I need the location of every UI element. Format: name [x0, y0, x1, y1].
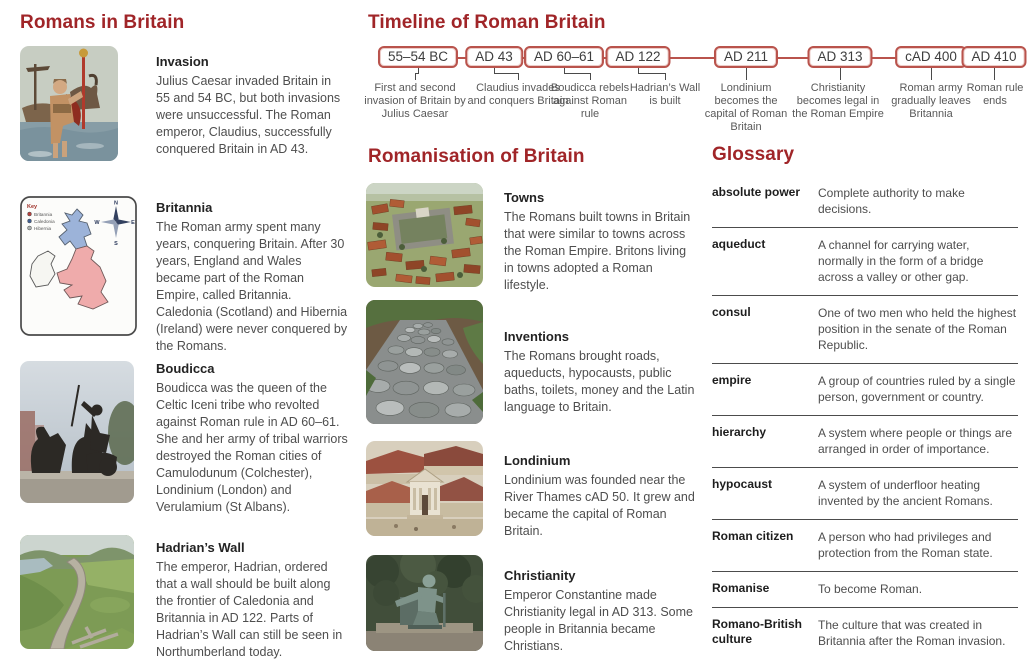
section-text [156, 196, 348, 355]
page-title: Romans in Britain [20, 12, 185, 33]
section-image-cell [366, 183, 504, 294]
section-body: The Roman army spent many years, conquering Britain. After 30 years, England and Wales became part of the Roman Empire, called Britannia. Caledonia (Scotland) and Hibernia (Ireland) were never conquered by the Romans. [156, 220, 348, 353]
content-section [20, 361, 348, 516]
section-image-cell [20, 46, 156, 161]
glossary-row [712, 363, 1018, 415]
content-section [366, 300, 698, 424]
content-section [20, 535, 348, 661]
content-section [366, 183, 698, 294]
section-image-cell [366, 300, 504, 424]
boudicca-image [20, 361, 134, 503]
romanisation-title: Romanisation of Britain [368, 146, 585, 167]
content-section [366, 441, 698, 540]
section-title: Towns [504, 190, 545, 205]
section-text [156, 535, 348, 661]
glossary-term: hypocaust [712, 477, 773, 491]
glossary-term: consul [712, 305, 751, 319]
section-title: Invasion [156, 54, 209, 69]
glossary-table [712, 176, 1018, 659]
timeline-date-box: AD 313 [807, 46, 872, 68]
svg-text:Caledonia: Caledonia [34, 218, 55, 224]
section-title: Christianity [504, 568, 576, 583]
londinium-image [366, 441, 483, 536]
content-section [366, 555, 698, 655]
glossary-row [712, 571, 1018, 607]
section-title: Inventions [504, 329, 570, 344]
timeline-date-box: AD 60–61 [524, 46, 604, 68]
glossary-term: hierarchy [712, 425, 767, 439]
glossary-definition: A system where people or things are arranged in order of importance. [818, 426, 1013, 456]
section-image-cell [20, 535, 156, 661]
glossary-definition: A channel for carrying water, normally in the form of a bridge across a valley or other gap. [818, 238, 984, 284]
glossary-term: absolute power [712, 185, 801, 199]
glossary-definition: A person who had privileges and protection from the Roman state. [818, 530, 993, 560]
timeline-caption: Roman army gradually leaves Britannia [891, 82, 971, 120]
timeline-caption: First and second invasion of Britain by Julius Caesar [364, 82, 466, 120]
glossary-title: Glossary [712, 144, 795, 165]
section-text [156, 46, 348, 161]
section-text [504, 183, 698, 294]
timeline-connector [994, 68, 995, 80]
section-body: Boudicca was the queen of the Celtic Iceni tribe who revolted against Roman rule in AD 60–61. She and her army of tribal warriors destroyed the Roman cities of Camulodunum (Colchester), Londinium (London) and Verulamium (St Albans). [156, 381, 348, 514]
timeline-caption: Claudius invades and conquers Britain [467, 82, 569, 107]
glossary-row [712, 227, 1018, 295]
svg-text:E: E [131, 220, 135, 226]
timeline-connector [931, 68, 932, 80]
content-section [20, 196, 348, 355]
timeline-title: Timeline of Roman Britain [368, 12, 606, 33]
timeline-date-box: cAD 400 [895, 46, 967, 68]
section-body: Londinium was founded near the River Thames cAD 50. It grew and became the capital of Roman Britain. [504, 473, 695, 538]
section-text [504, 441, 698, 540]
content-section [20, 46, 348, 161]
wall-image [20, 535, 134, 649]
timeline-caption: Boudicca rebels against Roman rule [550, 82, 630, 120]
timeline-connector [638, 73, 666, 74]
glossary-row [712, 519, 1018, 571]
section-text [504, 555, 698, 655]
map-image [20, 196, 137, 336]
section-text [156, 361, 348, 516]
section-image-cell [20, 361, 156, 516]
section-title: Londinium [504, 453, 571, 468]
timeline-date-box: AD 211 [714, 46, 778, 68]
glossary-row [712, 176, 1018, 227]
section-body: The emperor, Hadrian, ordered that a wall should be built along the frontier of Caledonia and Britannia in AD 122. Parts of Hadrian’s Wall can still be seen in Northumberland today. [156, 560, 343, 659]
glossary-definition: One of two men who held the highest position in the senate of the Roman Republic. [818, 306, 1017, 352]
glossary-term: aqueduct [712, 237, 766, 251]
section-title: Britannia [156, 200, 213, 215]
glossary-definition: The culture that was created in Britannia after the Roman invasion. [818, 618, 1006, 648]
timeline-connector [840, 68, 841, 80]
constantine-image [366, 555, 483, 651]
timeline-connector [415, 73, 416, 80]
road-image [366, 300, 483, 424]
section-image-cell [20, 196, 156, 355]
timeline-connector [564, 73, 591, 74]
svg-text:W: W [94, 220, 100, 226]
timeline-connector [518, 73, 519, 80]
glossary-term: Romano-British culture [712, 617, 802, 646]
glossary-definition: A group of countries ruled by a single person, government or country. [818, 374, 1016, 404]
svg-text:Britannia: Britannia [34, 211, 53, 217]
glossary-term: Roman citizen [712, 529, 794, 543]
timeline-caption: Christianity becomes legal in the Roman Empire [792, 82, 884, 120]
glossary-row [712, 415, 1018, 467]
svg-text:S: S [114, 241, 118, 247]
timeline-date-box: AD 410 [961, 46, 1026, 68]
section-body: The Romans built towns in Britain that were similar to towns across the Roman Empire. Britons living in towns adopted a Roman lifestyle. [504, 210, 691, 292]
section-body: The Romans brought roads, aqueducts, hypocausts, public baths, toilets, money and the Latin language to Britain. [504, 349, 695, 414]
timeline-connector [665, 73, 666, 80]
glossary-term: Romanise [712, 581, 770, 595]
timeline-date-box: AD 122 [605, 46, 670, 68]
section-body: Julius Caesar invaded Britain in 55 and 54 BC, but both invasions were unsuccessful. The Roman emperor, Claudius, successfully conquered Britain in AD 43. [156, 74, 341, 156]
timeline-connector [494, 73, 519, 74]
invasion-image [20, 46, 118, 161]
svg-text:Key: Key [27, 204, 38, 210]
section-body: Emperor Constantine made Christianity legal in AD 313. Some people in Britannia became Christians. [504, 588, 693, 653]
glossary-definition: To become Roman. [818, 582, 923, 596]
section-image-cell [366, 555, 504, 655]
glossary-term: empire [712, 373, 752, 387]
svg-text:N: N [114, 200, 118, 207]
timeline-caption: Roman rule ends [966, 82, 1024, 107]
section-text [504, 300, 698, 424]
glossary-row [712, 467, 1018, 519]
timeline-connector [746, 68, 747, 80]
glossary-row [712, 295, 1018, 363]
section-title: Hadrian’s Wall [156, 540, 245, 555]
glossary-definition: A system of underfloor heating invented by the ancient Romans. [818, 478, 993, 508]
glossary-row [712, 607, 1018, 659]
glossary-definition: Complete authority to make decisions. [818, 186, 965, 216]
timeline [364, 46, 1030, 142]
timeline-connector [590, 73, 591, 80]
towns-image [366, 183, 483, 287]
timeline-caption: Hadrian’s Wall is built [629, 82, 701, 107]
timeline-date-box: 55–54 BC [378, 46, 458, 68]
section-image-cell [366, 441, 504, 540]
section-title: Boudicca [156, 361, 215, 376]
svg-text:Hibernia: Hibernia [34, 225, 52, 231]
timeline-date-box: AD 43 [465, 46, 523, 68]
timeline-caption: Londinium becomes the capital of Roman Britain [704, 82, 788, 133]
